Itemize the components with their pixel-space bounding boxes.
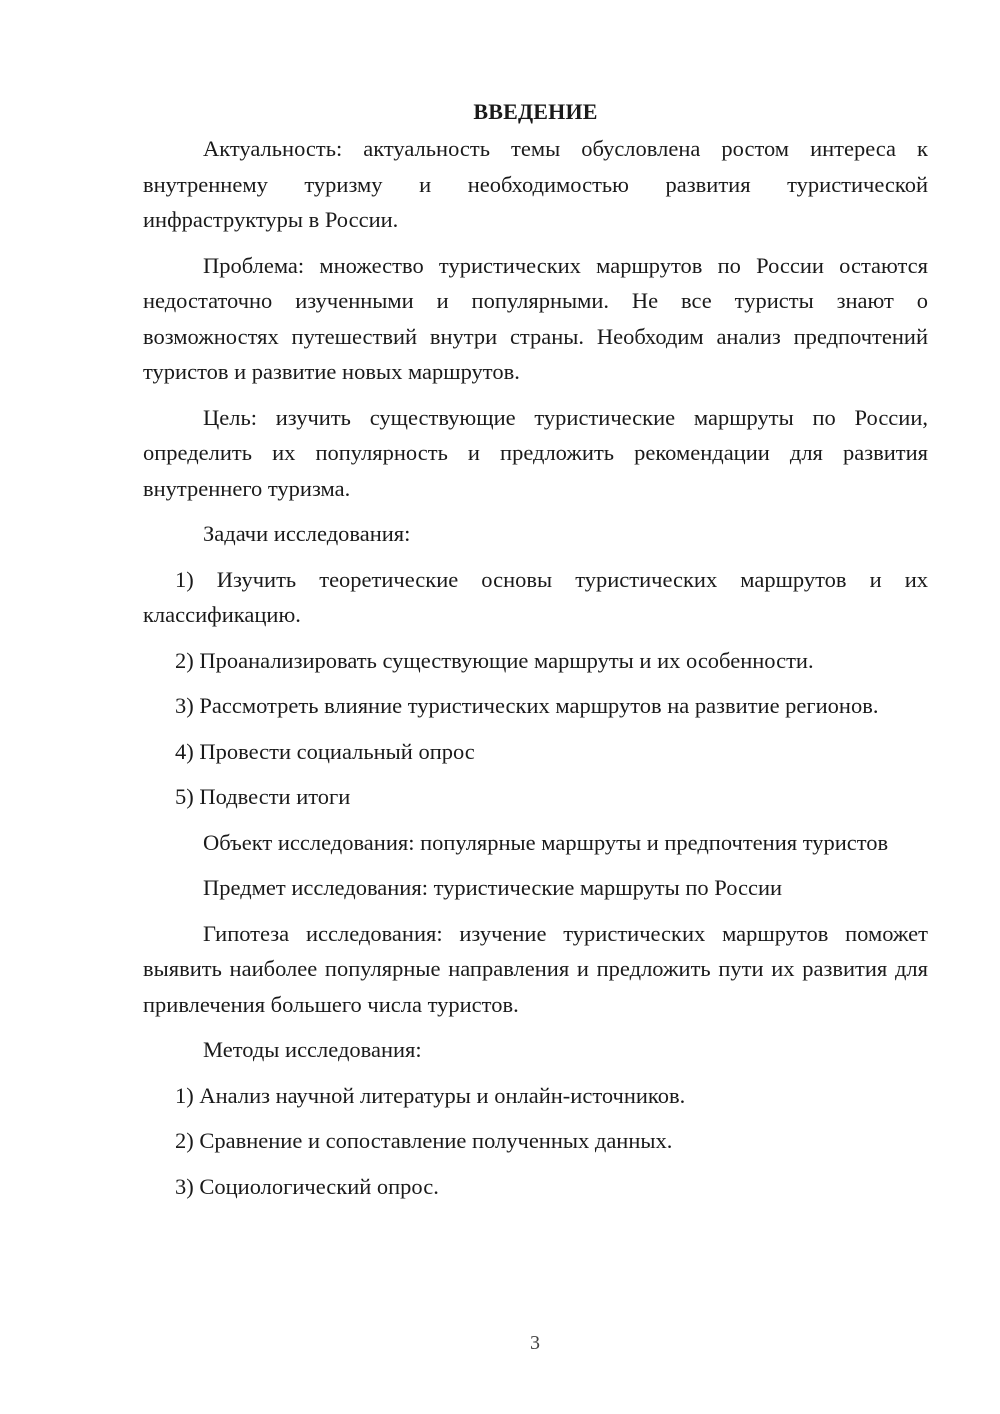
page-content — [143, 96, 928, 1214]
list-item: 2) Сравнение и сопоставление полученных данных. — [175, 1128, 673, 1153]
paragraph-problem: Проблема: множество туристических маршрутов по России остаются недостаточно изученными и популярными. Не все туристы знают о возможностях путешествий внутри страны. Необходим анализ предпочтений туристов и развитие новых маршрутов. — [143, 252, 928, 384]
list-item: 2) Проанализировать существующие маршруты и их особенности. — [175, 647, 814, 673]
page-title: ВВЕДЕНИЕ — [473, 99, 598, 124]
list-item: 1) Изучить теоретические основы туристических маршрутов и их классификацию. — [143, 566, 928, 627]
paragraph-object: Объект исследования: популярные маршруты и предпочтения туристов — [203, 829, 889, 855]
paragraph-goal: Цель: изучить существующие туристические маршруты по России, определить их популярность и предложить рекомендации для развития внутреннего туризма. — [143, 404, 928, 501]
paragraph-tasks-heading: Задачи исследования: — [203, 521, 411, 546]
list-item: 3) Рассмотреть влияние туристических маршрутов на развитие регионов. — [175, 693, 879, 718]
paragraph-relevance: Актуальность: актуальность темы обусловлена ростом интереса к внутреннему туризму и необходимостью развития туристической инфраструктуры в России. — [143, 136, 928, 232]
page-number: 3 — [530, 1332, 540, 1354]
list-item: 5) Подвести итоги — [175, 784, 351, 809]
list-item: 3) Социологический опрос. — [175, 1173, 439, 1199]
paragraph-methods-heading: Методы исследования: — [203, 1037, 422, 1062]
list-item: 4) Провести социальный опрос — [175, 738, 475, 764]
paragraph-hypothesis: Гипотеза исследования: изучение туристических маршрутов поможет выявить наиболее популярные направления и предложить пути их развития для привлечения большего числа туристов. — [143, 920, 928, 1017]
paragraph-subject: Предмет исследования: туристические маршруты по России — [203, 875, 783, 900]
list-item: 1) Анализ научной литературы и онлайн-источников. — [175, 1082, 686, 1108]
